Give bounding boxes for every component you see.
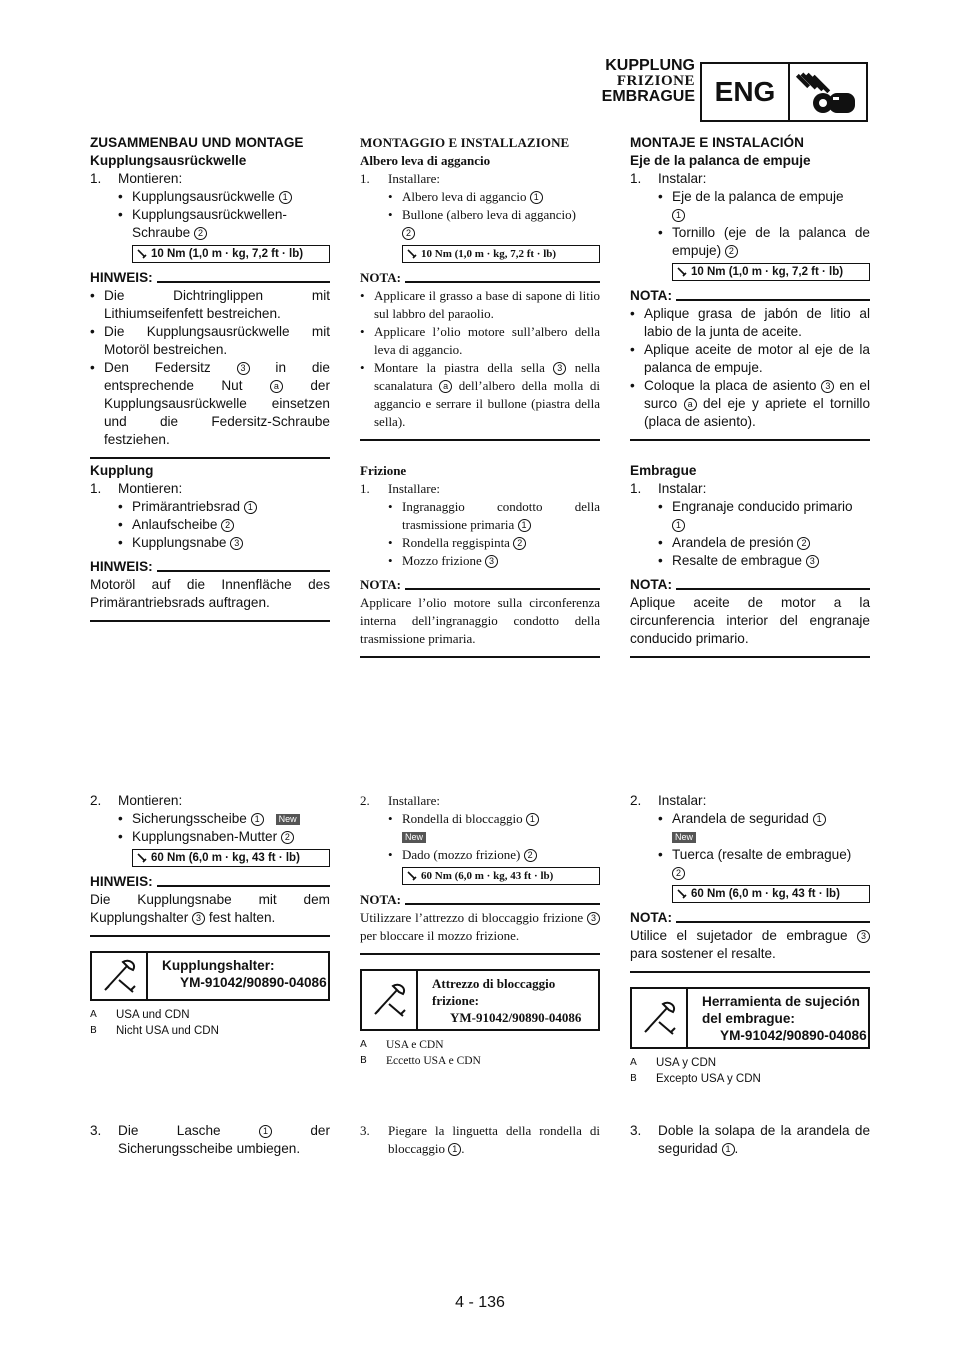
list-item: • Mozzo frizione 3 — [360, 552, 600, 570]
note-block: NOTA: • Applicare il grasso a base di sapone di litio sul labbro del paraolio. • Applicare l’olio motore sull’albero della leva di aggancio. • Montare la piastra della sella 3 nella scanalatura a dell’albero della molla di aggancio e serrare il bullone (piastra della sella). — [360, 269, 600, 441]
new-part-badge: New — [402, 832, 426, 843]
list-item: • Tornillo (eje de la palanca de empuje) 2 — [658, 225, 870, 258]
torque-spec: 10 Nm (1,0 m · kg, 7,2 ft · lb) — [132, 245, 330, 263]
list-item: • Albero leva di aggancio 1 — [360, 188, 600, 206]
spanish-column: MONTAJE E INSTALACIÓN Eje de la palanca de empuje 1. Instalar: • Eje de la palanca de empuje 1 • Tornillo (eje de la palanca de empuje) 2 10 Nm (1,0 m · kg, 7,2 ft · lb) NOTA: • Aplique grasa de jabón de litio al labio de la junta de aceite. • Aplique aceite de motor al eje de la palanca de empuje. • Coloque la placa de asiento 3 en el surco a del eje y apriete el tornillo (placa de asiento). — [630, 134, 870, 441]
wrench-icon — [407, 249, 421, 259]
assembly-heading: ZUSAMMENBAU UND MONTAGE — [90, 135, 304, 150]
subsection-heading: Kupplung — [90, 463, 154, 478]
page-number: 4 - 136 — [455, 1294, 505, 1311]
list-item: • Rondella reggispinta 2 — [360, 534, 600, 552]
list-item: • Eje de la palanca de empuje 1 — [658, 189, 844, 220]
wrench-icon — [677, 889, 691, 899]
list-item: • Ingranaggio condotto della trasmissione primaria 1 — [388, 499, 600, 532]
german-clutch-section: Kupplung 1. Montieren: • Primärantriebsrad 1 • Anlaufscheibe 2 • Kupplungsnabe 3 HINWEIS: Motoröl auf die Innenfläche des Primärantriebsrads auftragen. — [90, 462, 330, 622]
note-block: HINWEIS: Die Kupplungsnabe mit dem Kupplungshalter 3 fest halten. — [90, 873, 330, 937]
german-step2-section: 2. Montieren: • Sicherungsscheibe 1 New • Kupplungsnaben-Mutter 2 60 Nm (6,0 m · kg, 43 ft · lb) HINWEIS: Die Kupplungsnabe mit dem Kupplungshalter 3 fest halten. Kupplungshalter: YM-91042/90890-04086 A USA und CDN B Nicht USA und CDN — [90, 793, 330, 1037]
legend: A USA e CDN B Eccetto USA e CDN — [360, 1039, 481, 1067]
wrench-icon — [137, 249, 151, 259]
callout-marker: 1 — [279, 191, 292, 204]
italian-step2-section: 2. Installare: • Rondella di bloccaggio 1 New • Dado (mozzo frizione) 2 60 Nm (6,0 m · kg, 43 ft · lb) NOTA: Utilizzare l’attrezzo di bloccaggio frizione 3 per bloccare il mozzo frizione. Attrezzo di bloccaggio frizione: YM-91042/90890-04086 A USA e CDN B Eccetto USA e CDN — [360, 792, 600, 1069]
chapter-label: ENG — [702, 64, 790, 120]
note-block: NOTA: Utilice el sujetador de embrague 3 para sostener el resalte. — [630, 909, 870, 973]
list-item: • Kupplungsausrückwellen-Schraube 2 — [118, 207, 287, 240]
note-block: HINWEIS: • Die Dichtringlippen mit Lithiumseifenfett bestreichen. • Die Kupplungsausrückwelle mit Motoröl bestreichen. • Den Federsitz 3 in die entsprechende Nut a der Kupplungsausrückwelle einsetzen und die Federsitz-Schraube festziehen. — [90, 269, 330, 459]
torque-spec: 60 Nm (6,0 m · kg, 43 ft · lb) — [672, 885, 870, 903]
wrench-icon — [137, 853, 151, 863]
subsection-heading: Kupplungsausrückwelle — [90, 153, 247, 168]
torque-spec: 60 Nm (6,0 m · kg, 43 ft · lb) — [402, 867, 600, 885]
torque-spec: 60 Nm (6,0 m · kg, 43 ft · lb) — [132, 849, 330, 867]
list-item: • Kupplungsausrückwelle 1 — [90, 188, 330, 206]
callout-marker: 2 — [194, 227, 207, 240]
engine-parts-icon — [790, 64, 866, 120]
list-item: • Engranaje conducido primario 1 — [658, 499, 853, 530]
list-item: • Anlaufscheibe 2 — [90, 516, 330, 534]
wrench-icon — [677, 267, 691, 277]
list-item: • Bullone (albero leva di aggancio) 2 — [388, 207, 576, 238]
title-spanish: EMBRAGUE — [601, 88, 695, 105]
assembly-heading: MONTAJE E INSTALACIÓN — [630, 135, 804, 150]
italian-column: MONTAGGIO E INSTALLAZIONE Albero leva di aggancio 1. Installare: • Albero leva di aggancio 1 • Bullone (albero leva di aggancio) 2 10 Nm (1,0 m · kg, 7,2 ft · lb) NOTA: • Applicare il grasso a base di sapone di litio sul labbro del paraolio. • Applicare l’olio motore sull’albero della leva di aggancio. • Montare la piastra della sella 3 nella scanalatura a dell’albero della molla di aggancio e serrare il bullone (piastra della sella). — [360, 134, 600, 441]
tool-icon — [362, 971, 418, 1029]
list-item: • Sicherungsscheibe 1 New — [90, 810, 330, 828]
list-item: • Kupplungsnaben-Mutter 2 — [90, 828, 330, 846]
subsection-heading: Eje de la palanca de empuje — [630, 153, 811, 168]
legend: A USA y CDN B Excepto USA y CDN — [630, 1057, 761, 1085]
italian-clutch-section: Frizione 1. Installare: • Ingranaggio condotto della trasmissione primaria 1 • Rondella reggispinta 2 • Mozzo frizione 3 NOTA: Applicare l’olio motore sulla circonferenza interna dell’ingranaggio condotto della trasmissione primaria. — [360, 462, 600, 658]
note-block: NOTA: Utilizzare l’attrezzo di bloccaggio frizione 3 per bloccare il mozzo frizione. — [360, 891, 600, 955]
spanish-step3-section: 3. Doble la solapa de la arandela de seguridad 1 . — [630, 1123, 870, 1156]
italian-step3-section: 3. Piegare la linguetta della rondella di bloccaggio 1 . — [360, 1123, 600, 1156]
list-item: • Arandela de presión 2 — [630, 534, 870, 552]
new-part-badge: New — [672, 832, 696, 843]
list-item: • Tuerca (resalte de embrague) 2 — [658, 847, 852, 878]
list-item: • Resalte de embrague 3 — [630, 552, 870, 570]
note-block: NOTA: Aplique aceite de motor a la circunferencia interior del engranaje conducido primario. — [630, 576, 870, 658]
note-block: HINWEIS: Motoröl auf die Innenfläche des Primärantriebsrads auftragen. — [90, 558, 330, 622]
subsection-heading: Albero leva di aggancio — [360, 153, 491, 168]
torque-spec: 10 Nm (1,0 m · kg, 7,2 ft · lb) — [402, 245, 600, 263]
subsection-heading: Frizione — [360, 463, 407, 478]
tool-icon — [92, 953, 148, 999]
legend: A USA und CDN B Nicht USA und CDN — [90, 1009, 219, 1037]
special-tool-box: Kupplungshalter: YM-91042/90890-04086 — [90, 951, 330, 1001]
title-italian: FRIZIONE — [616, 73, 695, 89]
assembly-heading: MONTAGGIO E INSTALLAZIONE — [360, 135, 570, 150]
new-part-badge: New — [276, 814, 300, 825]
special-tool-box: Attrezzo di bloccaggio frizione: YM-91042/90890-04086 — [360, 969, 600, 1031]
list-item: • Primärantriebsrad 1 — [90, 498, 330, 516]
step: 1. Montieren: — [90, 171, 183, 186]
spanish-step2-section: 2. Instalar: • Arandela de seguridad 1 New • Tuerca (resalte de embrague) 2 60 Nm (6,0 m · kg, 43 ft · lb) NOTA: Utilice el sujetador de embrague 3 para sostener el resalte. Herramienta de sujeción del embrague: YM-91042/90890-04086 A USA y CDN B Excepto USA y CDN — [630, 792, 870, 1087]
list-item: • Arandela de seguridad 1 — [630, 810, 870, 828]
subsection-heading: Embrague — [630, 463, 697, 478]
special-tool-box: Herramienta de sujeción del embrague: YM-91042/90890-04086 — [630, 987, 870, 1049]
chapter-badge — [700, 62, 868, 122]
list-item: • Rondella di bloccaggio 1 — [360, 810, 600, 828]
note-block: NOTA: Applicare l’olio motore sulla circonferenza interna dell’ingranaggio condotto della trasmissione primaria. — [360, 576, 600, 658]
torque-spec: 10 Nm (1,0 m · kg, 7,2 ft · lb) — [672, 263, 870, 281]
wrench-icon — [407, 871, 421, 881]
tool-icon — [632, 989, 688, 1047]
title-german: KUPPLUNG — [605, 57, 695, 74]
german-step3-section: 3. Die Lasche 1 der Sicherungsscheibe umbiegen. — [90, 1123, 331, 1156]
list-item: • Dado (mozzo frizione) 2 — [360, 846, 600, 864]
section-titles — [602, 58, 695, 105]
list-item: • Kupplungsnabe 3 — [90, 534, 330, 552]
spanish-clutch-section: Embrague 1. Instalar: • Engranaje conducido primario 1 • Arandela de presión 2 • Resalte de embrague 3 NOTA: Aplique aceite de motor a la circunferencia interior del engranaje conducido primario. — [630, 462, 870, 658]
note-block: NOTA: • Aplique grasa de jabón de litio al labio de la junta de aceite. • Aplique aceite de motor al eje de la palanca de empuje. • Coloque la placa de asiento 3 en el surco a del eje y apriete el tornillo (placa de asiento). — [630, 287, 870, 441]
german-column — [90, 134, 330, 459]
